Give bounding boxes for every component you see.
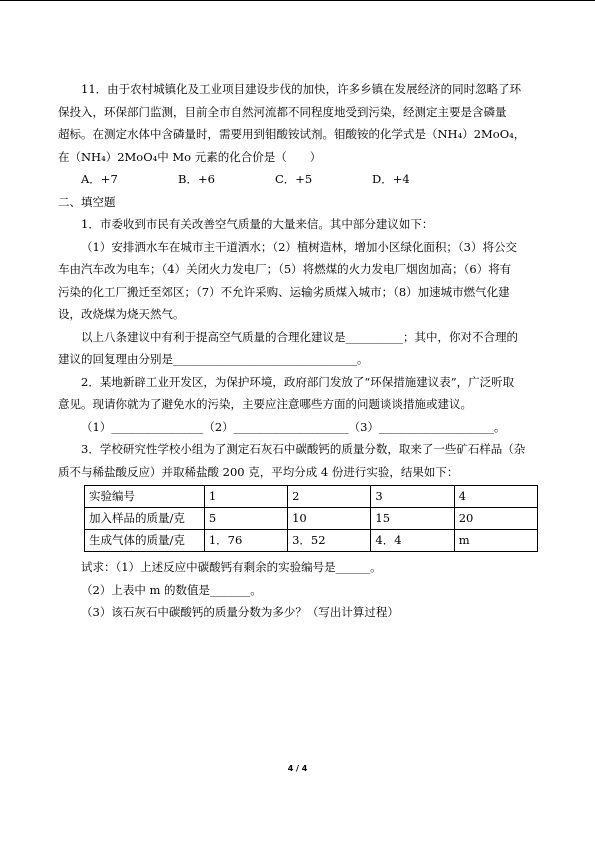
q11-line-1: 11．由于农村城镇化及工业项目建设步伐的加快，许多乡镇在发展经济的同时忽略了环 (81, 82, 522, 96)
fq3-line-2: 质不与稀盐酸反应）并取稀盐酸 200 克，平均分成 4 份进行实验，结果如下： (58, 464, 459, 479)
fq3-line-1: 3．学校研究性学校小组为了测定石灰石中碳酸钙的质量分数，取来了一些矿石样品（杂 (81, 442, 526, 456)
q11-line-3: 超标。在测定水体中含磷量时，需要用到钼酸铵试剂。钼酸铵的化学式是（NH₄）2MoO₄， (58, 127, 526, 141)
table-cell: 15 (371, 508, 454, 530)
table-row (85, 530, 538, 552)
table-cell: 生成气体的质量/克 (85, 530, 205, 552)
table-cell: 20 (454, 508, 537, 530)
table-cell: 1．76 (204, 530, 287, 552)
document-body (58, 78, 538, 624)
table-cell: 4．4 (371, 530, 454, 552)
table-row (85, 486, 538, 508)
fill-question-1 (58, 213, 538, 371)
fq2-line-2: 意见。现请你就为了避免水的污染，主要应注意哪些方面的问题谈谈措施或建议。 (58, 397, 472, 411)
fq2-line-3: （1）________________（2）____________________（3）____________________。 (81, 419, 506, 434)
q11-option-c: C．+5 (275, 172, 313, 186)
experiment-table (84, 485, 538, 552)
table-cell: 3．52 (288, 530, 371, 552)
table-cell: 实验编号 (85, 486, 205, 508)
table-cell: 加入样品的质量/克 (85, 508, 205, 530)
question-11 (58, 78, 538, 191)
fill-question-3 (58, 438, 538, 624)
table-cell: 2 (288, 486, 371, 508)
fq1-line-5: 设，改烧煤为烧天然气。 (58, 307, 185, 321)
table-cell: 4 (454, 486, 537, 508)
table-row (85, 508, 538, 530)
fill-question-2 (58, 371, 538, 439)
fq1-line-7: 建议的回复理由分别是________________________________。 (58, 352, 369, 366)
fq3-after-3: （3）该石灰石中碳酸钙的质量分数为多少？（写出计算过程） (81, 605, 399, 619)
fq1-line-6: 以上八条建议中有利于提高空气质量的合理化建议是__________；其中，你对不合理的 (81, 329, 518, 344)
q11-option-b: B．+6 (178, 172, 215, 186)
fq1-line-4: 污染的化工厂搬迁至郊区；（7）不允许采购、运输劣质煤入城市；（8）加速城市燃气化建 (58, 284, 510, 299)
top-border-line (0, 0, 595, 1)
fq3-after-1: 试求：（1）上述反应中碳酸钙有剩余的实验编号是______。 (81, 560, 382, 574)
page-number: 4 / 4 (287, 764, 308, 773)
section-2-title: 二、填空题 (58, 194, 116, 209)
fq1-line-1: 1．市委收到市民有关改善空气质量的大量来信。其中部分建议如下： (81, 217, 434, 231)
table-cell: 10 (288, 508, 371, 530)
q11-options (58, 168, 538, 191)
table-cell: m (454, 530, 537, 552)
q11-line-2: 保投入，环保部门监测，目前全市自然河流都不同程度地受到污染，经测定主要是含磷量 (58, 104, 507, 119)
q11-option-d: D．+4 (372, 172, 410, 186)
fq3-after-2: （2）上表中 m 的数值是_______。 (81, 582, 262, 597)
fq1-line-2: （1）安排洒水车在城市主干道洒水；（2）植树造林，增加小区绿化面积；（3）将公交 (81, 239, 517, 254)
table-cell: 3 (371, 486, 454, 508)
q11-line-4: 在（NH₄）2MoO₄中 Mo 元素的化合价是（ ） (58, 149, 322, 164)
q11-option-a: A．+7 (81, 172, 118, 186)
table-cell: 1 (204, 486, 287, 508)
fq1-line-3: 车由汽车改为电车；（4）关闭火力发电厂；（5）将燃煤的火力发电厂烟囱加高；（6）将有 (58, 262, 512, 276)
table-cell: 5 (204, 508, 287, 530)
fq2-line-1: 2．某地新辟工业开发区，为保护环境，政府部门发放了“环保措施建议表”，广泛听取 (81, 374, 515, 389)
